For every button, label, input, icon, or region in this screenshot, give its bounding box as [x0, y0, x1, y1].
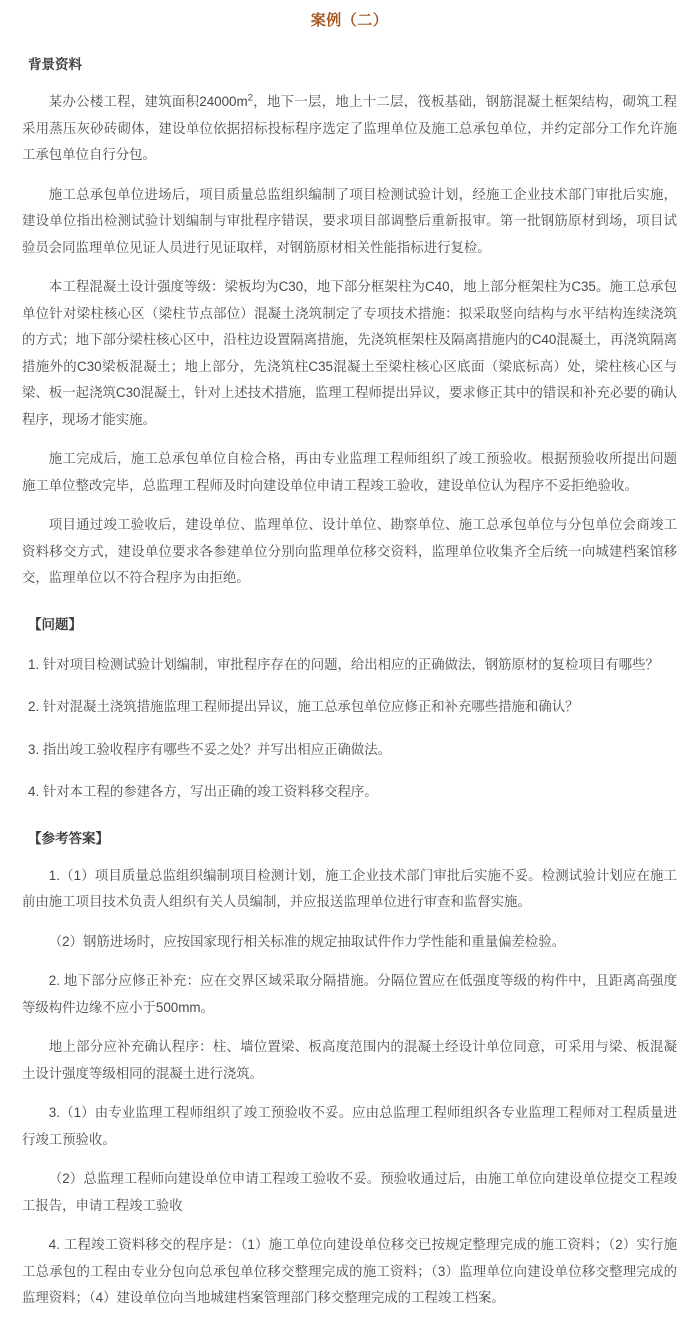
answers-heading: 【参考答案】: [28, 830, 109, 846]
answer-paragraph-2-2: 地上部分应补充确认程序：柱、墙位置梁、板高度范围内的混凝土经设计单位同意，可采用与梁、板混凝土设计强度等级相同的混凝土进行浇筑。: [22, 1039, 677, 1081]
background-paragraph-1-text-before: 某办公楼工程，建筑面积24000m: [48, 94, 248, 109]
answer-paragraph-1-2: （2）钢筋进场时，应按国家现行相关标准的规定抽取试件作力学性能和重量偏差检验。: [48, 933, 566, 949]
page-title: 案例（二）: [310, 12, 389, 29]
answer-paragraph-3-2: （2）总监理工程师向建设单位申请工程竣工验收不妥。预验收通过后，由施工单位向建设单位提交工程竣工报告，申请工程竣工验收: [22, 1171, 677, 1213]
background-paragraph-1: [0, 76, 699, 169]
question-item-2: 2. 针对混凝土浇筑措施监理工程师提出异议，施工总承包单位应修正和补充哪些措施和确认？: [28, 699, 579, 714]
answer-paragraph-1-1: 1.（1）项目质量总监组织编制项目检测计划，施工企业技术部门审批后实施不妥。检测试验计划应在施工前由施工项目技术负责人组织有关人员编制，并应报送监理单位进行审查和监督实施。: [22, 867, 677, 909]
answer-paragraph-3-1: 3.（1）由专业监理工程师组织了竣工预验收不妥。应由总监理工程师组织各专业监理工程师对工程质量进行竣工预验收。: [22, 1105, 677, 1147]
question-item-4: 4. 针对本工程的参建各方，写出正确的竣工资料移交程序。: [28, 784, 378, 799]
question-item-3: 3. 指出竣工验收程序有哪些不妥之处？并写出相应正确做法。: [28, 741, 392, 757]
question-item-1: 1. 针对项目检测试验计划编制，审批程序存在的问题，给出相应的正确做法，钢筋原材的复检项目有哪些？: [28, 656, 659, 672]
area-superscript: 2: [247, 92, 253, 104]
answer-paragraph-4: 4. 工程竣工资料移交的程序是：（1）施工单位向建设单位移交已按规定整理完成的施工资料；（2）实行施工总承包的工程由专业分包向总承包单位移交整理完成的施工资料；（3）监理单位向建设单位移交整理完成的监理资料；（4）建设单位向当地城建档案管理部门移交整理完成的工程竣工档案。: [22, 1237, 677, 1305]
background-paragraph-4: 施工完成后，施工总承包单位自检合格，再由专业监理工程师组织了竣工预验收。根据预验收所提出问题施工单位整改完毕，总监理工程师及时向建设单位申请工程竣工验收，建设单位认为程序不妥拒绝验收。: [22, 451, 677, 493]
background-paragraph-3: 本工程混凝土设计强度等级：梁板均为C30，地下部分框架柱为C40，地上部分框架柱为C35。施工总承包单位针对梁柱核心区（梁柱节点部位）混凝土浇筑制定了专项技术措施：拟采取竖向结构与水平结构连续浇筑的方式；地下部分梁柱核心区中，沿柱边设置隔离措施，先浇筑框架柱及隔离措施内的C40混凝土，再浇筑隔离措施外的C30梁板混凝土；地上部分，先浇筑柱C35混凝土至梁柱核心区底面（梁底标高）处，梁柱核心区与梁、板一起浇筑C30混凝土，针对上述技术措施，监理工程师提出异议，要求修正其中的错误和补充必要的确认程序，现场才能实施。: [22, 279, 677, 427]
background-paragraph-2: 施工总承包单位进场后，项目质量总监组织编制了项目检测试验计划，经施工企业技术部门审批后实施，建设单位指出检测试验计划编制与审批程序错误，要求项目部调整后重新报审。第一批钢筋原材到场，项目试验员会同监理单位见证人员进行见证取样，对钢筋原材相关性能指标进行复检。: [22, 186, 677, 255]
answer-paragraph-2-1: 2. 地下部分应修正补充：应在交界区域采取分隔措施。分隔位置应在低强度等级的构件中，且距离高强度等级构件边缘不应小于500mm。: [22, 973, 677, 1015]
background-heading: 背景资料: [28, 57, 82, 72]
background-paragraph-5: 项目通过竣工验收后，建设单位、监理单位、设计单位、勘察单位、施工总承包单位与分包单位会商竣工资料移交方式，建设单位要求各参建单位分别向监理单位移交资料，监理单位收集齐全后统一向城建档案馆移交，监理单位以不符合程序为由拒绝。: [22, 517, 677, 585]
page-bottom-spacer: [0, 1312, 699, 1326]
questions-heading: 【问题】: [28, 616, 82, 632]
background-paragraph-1-text-after: ，地下一层，地上十二层，筏板基础，钢筋混凝土框架结构，砌筑工程采用蒸压灰砂砖砌体，建设单位依据招标投标程序选定了监理单位及施工总承包单位，并约定部分工作允许施工承包单位自行分包。: [22, 94, 677, 162]
